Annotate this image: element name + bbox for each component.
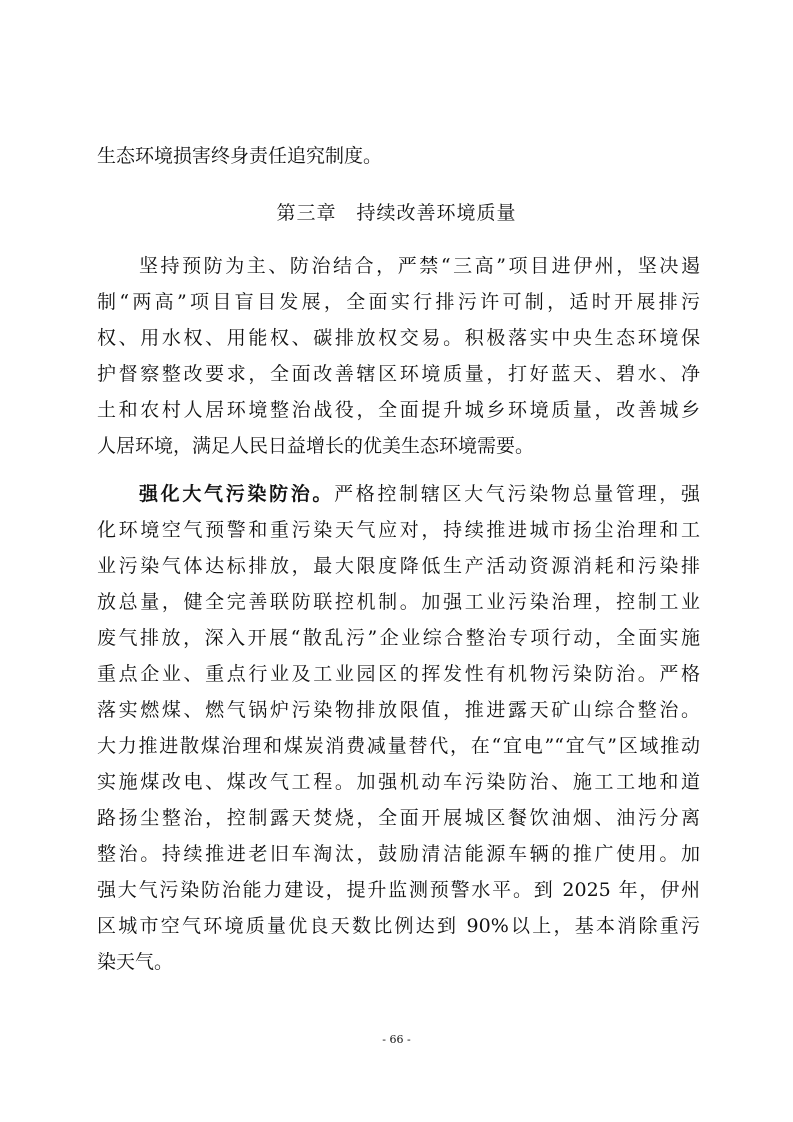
paragraph-2-line: 废气排放，深入开展“散乱污”企业综合整治专项行动，全面实施 — [97, 627, 700, 649]
paragraph-1-line: 护督察整改要求，全面改善辖区环境质量，打好蓝天、碧水、净 — [97, 363, 700, 385]
paragraph-2-lead-text: 严格控制辖区大气污染物总量管理，强 — [334, 483, 700, 505]
paragraph-1-line: 制“两高”项目盲目发展，全面实行排污许可制，适时开展排污 — [97, 291, 700, 313]
paragraph-2-line: 整治。持续推进老旧车淘汰，鼓励清洁能源车辆的推广使用。加 — [97, 843, 700, 865]
chapter-title: 持续改善环境质量 — [356, 202, 517, 224]
paragraph-2-line: 实施煤改电、煤改气工程。加强机动车污染防治、施工工地和道 — [97, 771, 700, 793]
paragraph-1-line: 人居环境，满足人民日益增长的优美生态环境需要。 — [97, 435, 535, 457]
paragraph-2-line: 染天气。 — [97, 951, 174, 973]
paragraph-2-line: 大力推进散煤治理和煤炭消费减量替代，在“宜电”“宜气”区域推动 — [97, 735, 700, 757]
paragraph-1-line: 土和农村人居环境整治战役，全面提升城乡环境质量，改善城乡 — [97, 399, 700, 421]
paragraph-2-line: 化环境空气预警和重污染天气应对，持续推进城市扬尘治理和工 — [97, 519, 700, 541]
paragraph-2-line: 业污染气体达标排放，最大限度降低生产活动资源消耗和污染排 — [97, 555, 700, 577]
section-lead-heading: 强化大气污染防治。 — [139, 483, 335, 505]
paragraph-1-line: 坚持预防为主、防治结合，严禁“三高”项目进伊州，坚决遏 — [139, 255, 700, 277]
chapter-heading — [0, 200, 793, 226]
paragraph-2-line: 放总量，健全完善联防联控机制。加强工业污染治理，控制工业 — [97, 591, 700, 613]
intro-line: 生态环境损害终身责任追究制度。 — [97, 145, 383, 167]
page-number: - 66 - — [382, 1033, 411, 1046]
paragraph-2-first-line — [139, 482, 700, 506]
paragraph-2-line: 重点企业、重点行业及工业园区的挥发性有机物污染防治。严格 — [97, 663, 700, 685]
paragraph-2-line: 强大气污染防治能力建设，提升监测预警水平。到 2025 年，伊州 — [97, 879, 700, 901]
paragraph-2-line: 区城市空气环境质量优良天数比例达到 90%以上，基本消除重污 — [97, 915, 700, 937]
paragraph-2-line: 路扬尘整治，控制露天焚烧，全面开展城区餐饮油烟、油污分离 — [97, 807, 700, 829]
paragraph-2-line: 落实燃煤、燃气锅炉污染物排放限值，推进露天矿山综合整治。 — [97, 699, 700, 721]
chapter-number: 第三章 — [276, 202, 337, 224]
paragraph-1-line: 权、用水权、用能权、碳排放权交易。积极落实中央生态环境保 — [97, 327, 700, 349]
